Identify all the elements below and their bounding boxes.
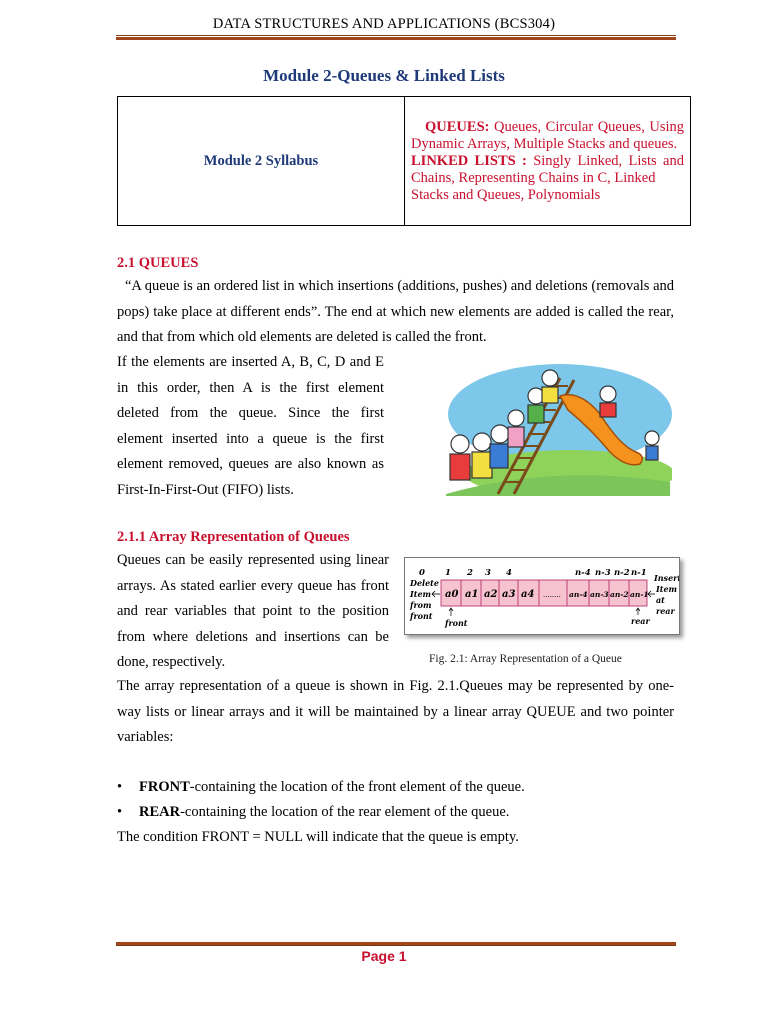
syllabus-content (405, 97, 691, 226)
delete-item-label (409, 578, 439, 621)
section-heading-queues: 2.1 QUEUES (117, 255, 199, 271)
array-cell: an-1 (630, 590, 649, 599)
bullet-icon: • (117, 804, 123, 820)
page-number: Page 1 (361, 948, 407, 964)
empty-queue-condition: The condition FRONT = NULL will indicate that the queue is empty. (117, 829, 519, 845)
array-cell: a0 (445, 589, 459, 600)
insert-label-line: Item (656, 584, 677, 594)
index-label: 1 (445, 568, 451, 578)
array-cell: a3 (502, 589, 516, 600)
syllabus-lists-text2: Stacks and Queues, Polynomials (411, 186, 601, 203)
footer-rule (116, 941, 676, 946)
bullet-icon: • (117, 779, 123, 795)
index-label: n-3 (595, 568, 611, 578)
array-queue-diagram-svg (405, 558, 679, 634)
array-cell: an-3 (590, 590, 609, 599)
syllabus-queues-text: Queues, Circular Queues, Using Dynamic Arrays, Multiple Stacks and queues. (411, 118, 684, 152)
array-queue-diagram (404, 557, 680, 635)
index-label: 0 (419, 568, 425, 578)
insert-label-line: rear (656, 606, 675, 616)
insert-item-label (653, 573, 679, 616)
header-rule (116, 35, 676, 40)
queue-slide-illustration (440, 356, 672, 496)
delete-label-line: Delete (410, 578, 439, 588)
array-cell: an-4 (569, 590, 588, 599)
index-label: 3 (485, 568, 491, 578)
syllabus-queues (411, 119, 684, 153)
array-cell: a2 (484, 589, 498, 600)
index-label: n-2 (614, 568, 630, 578)
syllabus-table (117, 96, 691, 226)
delete-label-line: from (410, 600, 432, 610)
running-header: DATA STRUCTURES AND APPLICATIONS (BCS304) (212, 16, 556, 32)
syllabus-queues-head: QUEUES: (425, 118, 490, 135)
array-representation-paragraph: Queues can be easily represented using linear arrays. As stated earlier every queue has front and rear variables that point to the position from where deletions and insertions can be done, respectively. (117, 552, 389, 670)
syllabus-lists-head: LINKED LISTS : (411, 152, 527, 169)
figure-caption: Fig. 2.1: Array Representation of a Queue (429, 653, 622, 665)
array-cell-values (445, 589, 649, 600)
array-cell: a4 (521, 589, 535, 600)
array-queue-description-paragraph: The array representation of a queue is shown in Fig. 2.1.Queues may be represented by one-way lists or linear arrays and it will be maintained by a linear array QUEUE and two pointer variables: (117, 678, 674, 745)
insert-label-line: Insert (654, 573, 679, 583)
index-label: n-1 (631, 568, 647, 578)
bullet-term: REAR (139, 804, 181, 820)
delete-label-line: front (410, 611, 433, 621)
syllabus-lists (411, 153, 684, 187)
section-heading-array-representation: 2.1.1 Array Representation of Queues (117, 529, 350, 545)
bullet-term: FRONT (139, 779, 190, 795)
syllabus-lists-text: Singly Linked, Lists and Chains, Representing Chains in C, Linked (411, 152, 684, 186)
pointer-variables-list (117, 775, 674, 825)
bullet-text: -containing the location of the rear element of the queue. (180, 804, 510, 820)
front-pointer-label: front (445, 618, 468, 628)
insert-label-line: at (656, 595, 665, 605)
list-item (117, 775, 674, 800)
index-label: 4 (506, 568, 512, 578)
index-label: 2 (467, 568, 473, 578)
bullet-text: -containing the location of the front element of the queue. (189, 779, 525, 795)
list-item (117, 800, 674, 825)
array-index-labels (419, 568, 647, 578)
array-cell-ellipsis: ........ (543, 591, 561, 599)
array-cell: an-2 (610, 590, 629, 599)
queues-fifo-paragraph: If the elements are inserted A, B, C, D and E in this order, then A is the first element deleted from the queue. Since the first element inserted into a queue is the first element removed, queues are also known as First-In-First-Out (FIFO) lists. (117, 354, 384, 498)
rear-pointer-label: rear (631, 616, 650, 626)
module-title: Module 2-Queues & Linked Lists (263, 66, 505, 85)
delete-label-line: Item (410, 589, 431, 599)
index-label: n-4 (575, 568, 591, 578)
queues-definition-paragraph: “A queue is an ordered list in which insertions (additions, pushes) and deletions (removals and pops) take place at different ends”. The end at which new elements are added is called the rear, and that from which old elements are deleted is called the front. (117, 278, 674, 345)
array-cell: a1 (465, 589, 479, 600)
syllabus-label: Module 2 Syllabus (118, 97, 405, 226)
